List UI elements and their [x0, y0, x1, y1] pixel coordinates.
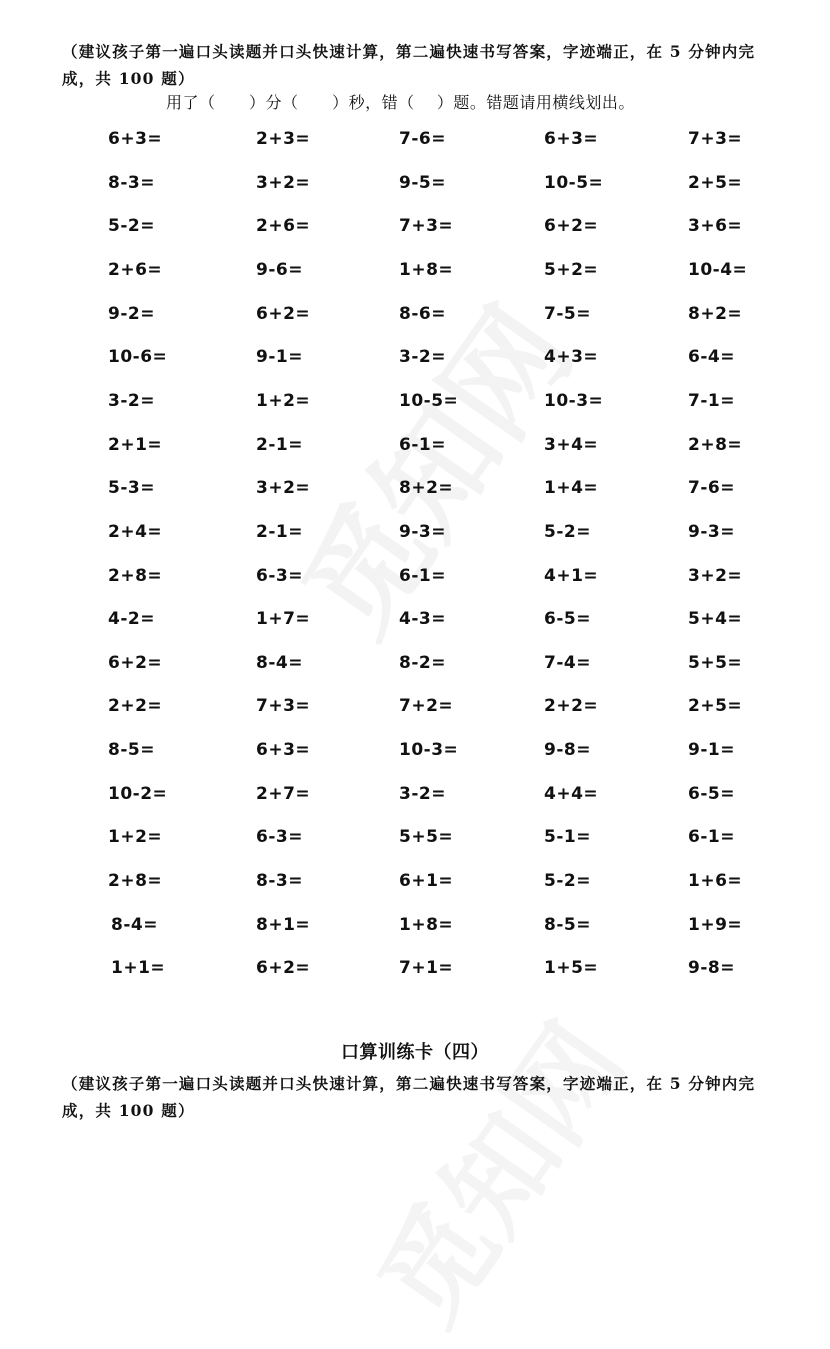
problem: 7-6=	[688, 478, 735, 499]
problem: 6-3=	[256, 827, 303, 848]
problem: 6-1=	[688, 827, 735, 848]
problem: 5-2=	[108, 216, 155, 237]
problem: 1+1=	[111, 958, 166, 979]
problem: 3+6=	[688, 216, 743, 237]
problem: 5-3=	[108, 478, 155, 499]
problem: 2-1=	[256, 521, 303, 542]
problem: 6-1=	[399, 434, 446, 455]
timing-used-label: 用了（	[166, 93, 216, 112]
problem: 7-1=	[688, 390, 735, 411]
problem-row	[0, 784, 830, 808]
problem: 10-6=	[108, 347, 168, 368]
problem: 6+1=	[399, 871, 454, 892]
problem: 10-3=	[399, 740, 459, 761]
problem: 9-3=	[399, 521, 446, 542]
problem: 8-4=	[111, 914, 158, 935]
problem: 9-8=	[688, 958, 735, 979]
problem: 7+3=	[399, 216, 454, 237]
problem: 7-4=	[544, 652, 591, 673]
problem: 3-2=	[108, 390, 155, 411]
problem: 5-2=	[544, 521, 591, 542]
problem: 8-6=	[399, 303, 446, 324]
problem: 2+8=	[108, 871, 163, 892]
problem: 1+2=	[108, 827, 163, 848]
problem: 2+8=	[108, 565, 163, 586]
problem: 6+2=	[256, 303, 311, 324]
problem: 9-5=	[399, 172, 446, 193]
problem: 6+3=	[108, 129, 163, 149]
instruction-text: （建议孩子第一遍口头读题并口头快速计算，第二遍快速书写答案，字迹端正，在 5 分钟内完成，共 100 题）	[62, 42, 756, 88]
problem: 4-3=	[399, 609, 446, 630]
problem: 1+4=	[544, 478, 599, 499]
problem: 2+4=	[108, 521, 163, 542]
problem: 10-3=	[544, 390, 604, 411]
timing-minutes-label: ）分（	[249, 93, 299, 112]
problem: 8-3=	[108, 172, 155, 193]
problem: 4+4=	[544, 783, 599, 804]
problem: 3+4=	[544, 434, 599, 455]
problem: 6+3=	[544, 129, 599, 149]
problem: 4+3=	[544, 347, 599, 368]
problem: 6+2=	[256, 958, 311, 979]
problem: 3+2=	[256, 478, 311, 499]
problem: 4-2=	[108, 609, 155, 630]
problem: 6-5=	[688, 783, 735, 804]
problem: 2+1=	[108, 434, 163, 455]
timing-errors-label: ）题。错题请用横线划出。	[436, 93, 635, 112]
problem: 6+3=	[256, 740, 311, 761]
problem: 5+4=	[688, 609, 743, 630]
problem: 7+1=	[399, 958, 454, 979]
problem: 6+2=	[108, 652, 163, 673]
problem: 5-2=	[544, 871, 591, 892]
problem-row	[0, 522, 830, 546]
problem: 9-6=	[256, 259, 303, 280]
problem: 5-1=	[544, 827, 591, 848]
problem: 7-5=	[544, 303, 591, 324]
problem: 2+2=	[108, 696, 163, 717]
problem: 2+3=	[256, 129, 311, 149]
problem: 1+8=	[399, 259, 454, 280]
problem-row	[0, 915, 830, 939]
problem-row	[0, 740, 830, 764]
problem: 3-2=	[399, 783, 446, 804]
problem: 1+5=	[544, 958, 599, 979]
timing-seconds-label: ）秒，错（	[332, 93, 415, 112]
problem: 8-5=	[108, 740, 155, 761]
problem-row	[0, 827, 830, 851]
problem: 5+5=	[399, 827, 454, 848]
problem-row	[0, 173, 830, 197]
problem-row	[0, 871, 830, 895]
problem-row	[0, 435, 830, 459]
problem: 5+5=	[688, 652, 743, 673]
problem-row	[0, 478, 830, 502]
problem: 9-1=	[688, 740, 735, 761]
problem: 10-4=	[688, 259, 748, 280]
problem: 2+6=	[108, 259, 163, 280]
problem: 1+6=	[688, 871, 743, 892]
problem: 2+7=	[256, 783, 311, 804]
problem: 4+1=	[544, 565, 599, 586]
problem: 7+2=	[399, 696, 454, 717]
problem: 9-2=	[108, 303, 155, 324]
problem: 7+3=	[688, 129, 743, 149]
problem-row	[0, 653, 830, 677]
problem: 8-3=	[256, 871, 303, 892]
problem: 7+3=	[256, 696, 311, 717]
problem: 6-4=	[688, 347, 735, 368]
problem: 2+8=	[688, 434, 743, 455]
problem: 1+7=	[256, 609, 311, 630]
problem: 8+1=	[256, 914, 311, 935]
page-title: 口算训练卡（四）	[341, 1042, 489, 1063]
problem: 2+2=	[544, 696, 599, 717]
problem-row	[0, 304, 830, 328]
problem: 1+9=	[688, 914, 743, 935]
problem: 2-1=	[256, 434, 303, 455]
problem: 6-3=	[256, 565, 303, 586]
problem-row	[0, 958, 830, 982]
problem: 6+2=	[544, 216, 599, 237]
problem: 10-2=	[108, 783, 168, 804]
problem: 8-5=	[544, 914, 591, 935]
problem-row	[0, 216, 830, 240]
problem: 9-8=	[544, 740, 591, 761]
instruction-text: （建议孩子第一遍口头读题并口头快速计算，第二遍快速书写答案，字迹端正，在 5 分钟内完成，共 100 题）	[62, 1074, 756, 1120]
problem: 3-2=	[399, 347, 446, 368]
problem: 8+2=	[688, 303, 743, 324]
problem-row	[0, 609, 830, 633]
problem: 1+2=	[256, 390, 311, 411]
problem: 2+5=	[688, 696, 743, 717]
problem: 10-5=	[544, 172, 604, 193]
problem: 8-2=	[399, 652, 446, 673]
problem: 5+2=	[544, 259, 599, 280]
problem: 2+5=	[688, 172, 743, 193]
problem: 6-5=	[544, 609, 591, 630]
problem-row	[0, 391, 830, 415]
problem-row	[0, 129, 830, 153]
problem-row	[0, 260, 830, 284]
problem: 8+2=	[399, 478, 454, 499]
problem: 9-3=	[688, 521, 735, 542]
problem: 7-6=	[399, 129, 446, 149]
problem-row	[0, 696, 830, 720]
problem: 3+2=	[688, 565, 743, 586]
problem: 3+2=	[256, 172, 311, 193]
problem: 8-4=	[256, 652, 303, 673]
problem: 1+8=	[399, 914, 454, 935]
problem: 10-5=	[399, 390, 459, 411]
problem: 9-1=	[256, 347, 303, 368]
problem: 6-1=	[399, 565, 446, 586]
problem: 2+6=	[256, 216, 311, 237]
problem-row	[0, 566, 830, 590]
problem-row	[0, 347, 830, 371]
